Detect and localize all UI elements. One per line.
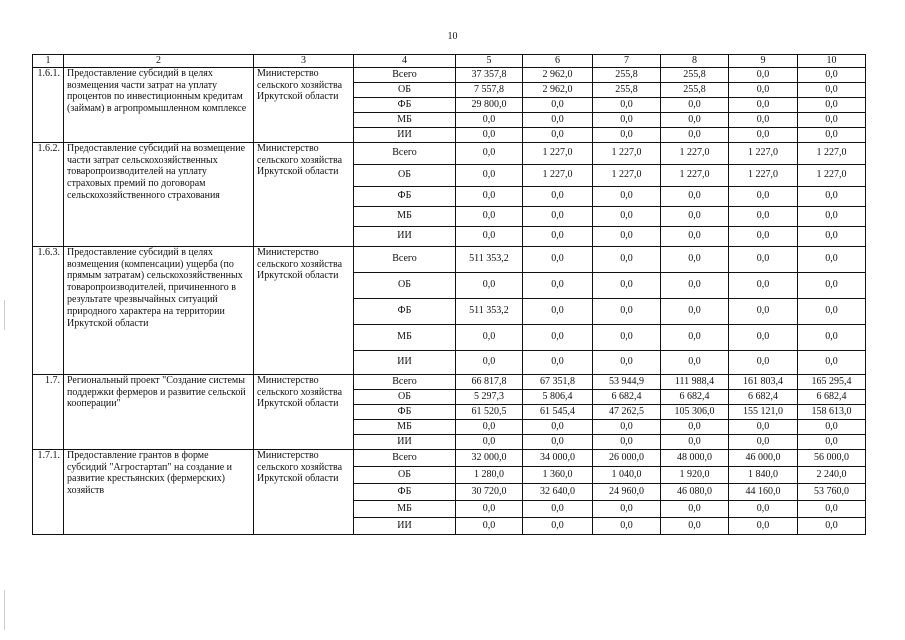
value-cell: 7 557,8 — [456, 82, 523, 97]
value-cell: 0,0 — [661, 324, 729, 350]
value-cell: 2 962,0 — [523, 67, 593, 82]
value-cell: 0,0 — [593, 324, 661, 350]
value-cell: 44 160,0 — [729, 483, 798, 500]
funding-source: Всего — [354, 142, 456, 164]
value-cell: 56 000,0 — [798, 449, 866, 466]
page-number: 10 — [447, 31, 458, 42]
value-cell: 0,0 — [661, 206, 729, 226]
table-row — [33, 449, 866, 466]
funding-source: ФБ — [354, 97, 456, 112]
value-cell: 255,8 — [661, 82, 729, 97]
value-cell: 0,0 — [661, 419, 729, 434]
value-cell: 32 640,0 — [523, 483, 593, 500]
funding-source: ОБ — [354, 466, 456, 483]
value-cell: 255,8 — [661, 67, 729, 82]
value-cell: 0,0 — [729, 272, 798, 298]
column-header: 4 — [354, 55, 456, 68]
value-cell: 32 000,0 — [456, 449, 523, 466]
value-cell: 0,0 — [729, 434, 798, 449]
value-cell: 0,0 — [798, 517, 866, 534]
value-cell: 0,0 — [729, 82, 798, 97]
value-cell: 0,0 — [798, 226, 866, 246]
value-cell: 0,0 — [729, 246, 798, 272]
value-cell: 0,0 — [729, 206, 798, 226]
item-number: 1.6.3. — [33, 246, 64, 374]
value-cell: 0,0 — [456, 164, 523, 186]
responsible-ministry: Министерство сельского хозяйства Иркутской области — [254, 246, 354, 374]
funding-source: ИИ — [354, 350, 456, 374]
value-cell: 53 944,9 — [593, 374, 661, 389]
value-cell: 1 227,0 — [729, 164, 798, 186]
value-cell: 1 360,0 — [523, 466, 593, 483]
value-cell: 0,0 — [661, 434, 729, 449]
responsible-ministry: Министерство сельского хозяйства Иркутской области — [254, 67, 354, 142]
value-cell: 0,0 — [523, 434, 593, 449]
value-cell: 24 960,0 — [593, 483, 661, 500]
value-cell: 1 227,0 — [523, 164, 593, 186]
value-cell: 105 306,0 — [661, 404, 729, 419]
value-cell: 0,0 — [729, 127, 798, 142]
value-cell: 0,0 — [798, 97, 866, 112]
value-cell: 0,0 — [523, 112, 593, 127]
funding-source: ОБ — [354, 389, 456, 404]
item-description: Предоставление субсидий в целях возмещения (компенсации) ущерба (по прямым затратам) сельскохозяйственных товаропроизводителей, причиненного в результате чрезвычайных ситуаций природного характера на территории Иркутской области — [64, 246, 254, 374]
value-cell: 0,0 — [456, 434, 523, 449]
item-number: 1.7. — [33, 374, 64, 449]
value-cell: 1 227,0 — [593, 164, 661, 186]
value-cell: 1 840,0 — [729, 466, 798, 483]
value-cell: 0,0 — [593, 246, 661, 272]
value-cell: 0,0 — [798, 434, 866, 449]
value-cell: 0,0 — [798, 500, 866, 517]
column-header: 3 — [254, 55, 354, 68]
item-description: Предоставление субсидий в целях возмещения части затрат на уплату процентов по инвестиционным кредитам (займам) в агропромышленном комплексе — [64, 67, 254, 142]
value-cell: 2 962,0 — [523, 82, 593, 97]
funding-source: ИИ — [354, 127, 456, 142]
value-cell: 0,0 — [661, 298, 729, 324]
column-header: 1 — [33, 55, 64, 68]
value-cell: 0,0 — [593, 127, 661, 142]
table-row — [33, 67, 866, 82]
value-cell: 0,0 — [798, 112, 866, 127]
value-cell: 0,0 — [523, 517, 593, 534]
value-cell: 0,0 — [661, 127, 729, 142]
funding-source: ОБ — [354, 82, 456, 97]
value-cell: 0,0 — [593, 298, 661, 324]
value-cell: 1 227,0 — [798, 164, 866, 186]
value-cell: 0,0 — [593, 517, 661, 534]
value-cell: 61 545,4 — [523, 404, 593, 419]
value-cell: 47 262,5 — [593, 404, 661, 419]
value-cell: 0,0 — [798, 272, 866, 298]
column-header: 8 — [661, 55, 729, 68]
value-cell: 0,0 — [523, 127, 593, 142]
value-cell: 61 520,5 — [456, 404, 523, 419]
value-cell: 6 682,4 — [798, 389, 866, 404]
value-cell: 0,0 — [661, 246, 729, 272]
value-cell: 0,0 — [661, 226, 729, 246]
funding-source: Всего — [354, 449, 456, 466]
funding-source: ФБ — [354, 186, 456, 206]
value-cell: 0,0 — [456, 226, 523, 246]
value-cell: 0,0 — [523, 226, 593, 246]
value-cell: 1 040,0 — [593, 466, 661, 483]
value-cell: 511 353,2 — [456, 246, 523, 272]
value-cell: 46 000,0 — [729, 449, 798, 466]
value-cell: 0,0 — [593, 350, 661, 374]
value-cell: 0,0 — [661, 350, 729, 374]
value-cell: 2 240,0 — [798, 466, 866, 483]
value-cell: 1 227,0 — [593, 142, 661, 164]
value-cell: 255,8 — [593, 67, 661, 82]
value-cell: 0,0 — [798, 350, 866, 374]
value-cell: 0,0 — [593, 500, 661, 517]
value-cell: 0,0 — [798, 419, 866, 434]
column-header: 9 — [729, 55, 798, 68]
value-cell: 0,0 — [798, 206, 866, 226]
responsible-ministry: Министерство сельского хозяйства Иркутской области — [254, 374, 354, 449]
funding-source: ОБ — [354, 272, 456, 298]
funding-source: МБ — [354, 324, 456, 350]
value-cell: 0,0 — [593, 112, 661, 127]
funding-source: МБ — [354, 419, 456, 434]
value-cell: 0,0 — [523, 97, 593, 112]
value-cell: 0,0 — [798, 127, 866, 142]
funding-source: ФБ — [354, 298, 456, 324]
funding-source: МБ — [354, 500, 456, 517]
column-header: 6 — [523, 55, 593, 68]
funding-source: МБ — [354, 206, 456, 226]
funding-source: ИИ — [354, 434, 456, 449]
funding-source: МБ — [354, 112, 456, 127]
value-cell: 48 000,0 — [661, 449, 729, 466]
value-cell: 0,0 — [661, 186, 729, 206]
value-cell: 0,0 — [729, 186, 798, 206]
value-cell: 0,0 — [661, 272, 729, 298]
item-description: Региональный проект "Создание системы поддержки фермеров и развитие сельской кооперации" — [64, 374, 254, 449]
value-cell: 0,0 — [456, 272, 523, 298]
value-cell: 0,0 — [456, 186, 523, 206]
value-cell: 1 227,0 — [798, 142, 866, 164]
column-header: 7 — [593, 55, 661, 68]
item-number: 1.7.1. — [33, 449, 64, 534]
value-cell: 0,0 — [729, 67, 798, 82]
value-cell: 0,0 — [456, 112, 523, 127]
value-cell: 0,0 — [456, 500, 523, 517]
value-cell: 0,0 — [523, 246, 593, 272]
column-header: 2 — [64, 55, 254, 68]
column-header: 10 — [798, 55, 866, 68]
value-cell: 165 295,4 — [798, 374, 866, 389]
item-number: 1.6.1. — [33, 67, 64, 142]
value-cell: 0,0 — [661, 517, 729, 534]
value-cell: 0,0 — [593, 186, 661, 206]
value-cell: 6 682,4 — [593, 389, 661, 404]
value-cell: 0,0 — [798, 246, 866, 272]
funding-source: Всего — [354, 67, 456, 82]
table-row — [33, 246, 866, 272]
value-cell: 0,0 — [456, 350, 523, 374]
value-cell: 0,0 — [729, 350, 798, 374]
funding-source: Всего — [354, 246, 456, 272]
value-cell: 1 227,0 — [729, 142, 798, 164]
value-cell: 111 988,4 — [661, 374, 729, 389]
value-cell: 0,0 — [729, 500, 798, 517]
value-cell: 37 357,8 — [456, 67, 523, 82]
value-cell: 1 227,0 — [661, 164, 729, 186]
value-cell: 0,0 — [593, 206, 661, 226]
item-number: 1.6.2. — [33, 142, 64, 246]
value-cell: 0,0 — [729, 97, 798, 112]
value-cell: 0,0 — [798, 186, 866, 206]
value-cell: 0,0 — [523, 500, 593, 517]
value-cell: 0,0 — [523, 186, 593, 206]
value-cell: 0,0 — [523, 272, 593, 298]
value-cell: 0,0 — [456, 324, 523, 350]
value-cell: 0,0 — [729, 324, 798, 350]
item-description: Предоставление грантов в форме субсидий "Агростартап" на создание и развитие крестьянских (фермерских) хозяйств — [64, 449, 254, 534]
value-cell: 0,0 — [798, 67, 866, 82]
funding-source: ФБ — [354, 404, 456, 419]
value-cell: 26 000,0 — [593, 449, 661, 466]
value-cell: 6 682,4 — [661, 389, 729, 404]
value-cell: 0,0 — [798, 82, 866, 97]
value-cell: 0,0 — [523, 298, 593, 324]
value-cell: 6 682,4 — [729, 389, 798, 404]
funding-source: ФБ — [354, 483, 456, 500]
value-cell: 1 280,0 — [456, 466, 523, 483]
value-cell: 0,0 — [798, 298, 866, 324]
column-header: 5 — [456, 55, 523, 68]
value-cell: 0,0 — [523, 350, 593, 374]
header-row — [33, 55, 866, 68]
value-cell: 255,8 — [593, 82, 661, 97]
funding-source: ИИ — [354, 226, 456, 246]
value-cell: 30 720,0 — [456, 483, 523, 500]
value-cell: 67 351,8 — [523, 374, 593, 389]
value-cell: 1 227,0 — [523, 142, 593, 164]
value-cell: 0,0 — [456, 419, 523, 434]
value-cell: 0,0 — [798, 324, 866, 350]
value-cell: 511 353,2 — [456, 298, 523, 324]
responsible-ministry: Министерство сельского хозяйства Иркутской области — [254, 449, 354, 534]
table-row — [33, 142, 866, 164]
value-cell: 1 227,0 — [661, 142, 729, 164]
value-cell: 29 800,0 — [456, 97, 523, 112]
value-cell: 0,0 — [729, 298, 798, 324]
value-cell: 0,0 — [523, 206, 593, 226]
scan-edge-mark — [4, 300, 5, 330]
value-cell: 34 000,0 — [523, 449, 593, 466]
value-cell: 0,0 — [456, 517, 523, 534]
budget-table — [32, 54, 866, 535]
value-cell: 1 920,0 — [661, 466, 729, 483]
value-cell: 158 613,0 — [798, 404, 866, 419]
value-cell: 0,0 — [456, 206, 523, 226]
value-cell: 155 121,0 — [729, 404, 798, 419]
value-cell: 66 817,8 — [456, 374, 523, 389]
value-cell: 0,0 — [593, 97, 661, 112]
table-row — [33, 374, 866, 389]
value-cell: 0,0 — [593, 419, 661, 434]
value-cell: 0,0 — [729, 112, 798, 127]
item-description: Предоставление субсидий на возмещение части затрат сельскохозяйственных товаропроизводителей на уплату страховых премий по договорам сельскохозяйственного страхования — [64, 142, 254, 246]
value-cell: 0,0 — [593, 272, 661, 298]
value-cell: 0,0 — [523, 419, 593, 434]
funding-source: ОБ — [354, 164, 456, 186]
value-cell: 5 806,4 — [523, 389, 593, 404]
scan-edge-mark — [4, 590, 5, 630]
value-cell: 161 803,4 — [729, 374, 798, 389]
value-cell: 0,0 — [456, 127, 523, 142]
value-cell: 0,0 — [593, 434, 661, 449]
funding-source: Всего — [354, 374, 456, 389]
value-cell: 0,0 — [729, 517, 798, 534]
value-cell: 0,0 — [593, 226, 661, 246]
value-cell: 0,0 — [456, 142, 523, 164]
funding-source: ИИ — [354, 517, 456, 534]
value-cell: 0,0 — [661, 112, 729, 127]
value-cell: 5 297,3 — [456, 389, 523, 404]
value-cell: 46 080,0 — [661, 483, 729, 500]
responsible-ministry: Министерство сельского хозяйства Иркутской области — [254, 142, 354, 246]
value-cell: 0,0 — [661, 500, 729, 517]
value-cell: 0,0 — [661, 97, 729, 112]
value-cell: 0,0 — [523, 324, 593, 350]
value-cell: 0,0 — [729, 226, 798, 246]
value-cell: 53 760,0 — [798, 483, 866, 500]
value-cell: 0,0 — [729, 419, 798, 434]
